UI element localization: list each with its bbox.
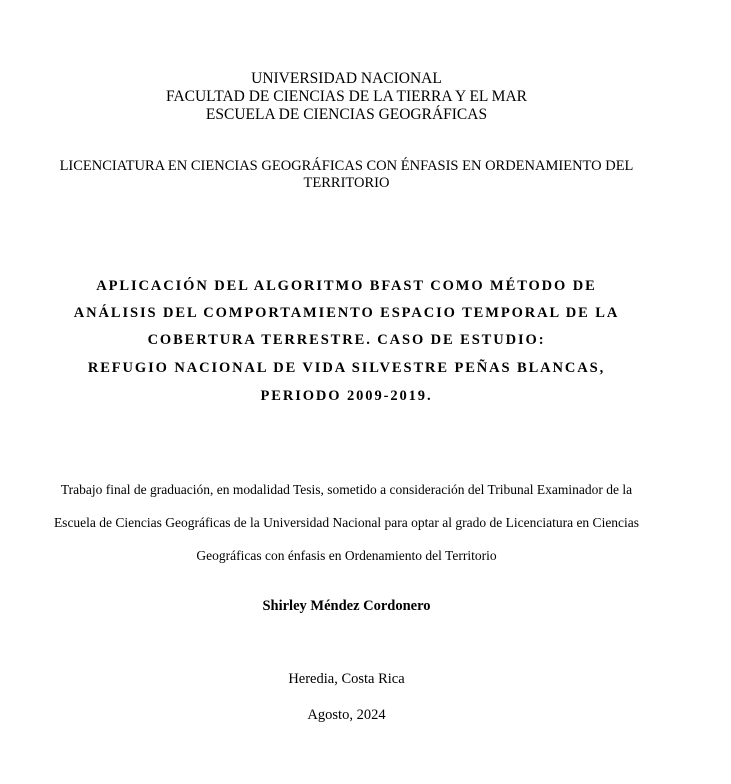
description-line-1: Trabajo final de graduación, en modalidad Tesis, sometido a consideración del Tribunal Examinador de la <box>60 482 633 497</box>
degree-line-2: TERRITORIO <box>303 175 390 191</box>
thesis-title-line-4: REFUGIO NACIONAL DE VIDA SILVESTRE PEÑAS BLANCAS, <box>87 360 606 376</box>
thesis-title-line-1: APLICACIÓN DEL ALGORITMO BFAST COMO MÉTODO DE <box>96 278 597 294</box>
description-line-3: Geográficas con énfasis en Ordenamiento del Territorio <box>196 548 497 563</box>
thesis-title-line-2: ANÁLISIS DEL COMPORTAMIENTO ESPACIO TEMPORAL DE LA <box>73 305 620 321</box>
thesis-title-line-3: COBERTURA TERRESTRE. CASO DE ESTUDIO: <box>147 332 546 348</box>
author-name: Shirley Méndez Cordonero <box>262 598 431 614</box>
faculty-name: FACULTAD DE CIENCIAS DE LA TIERRA Y EL MAR <box>165 88 527 105</box>
thesis-title-line-5: PERIODO 2009-2019. <box>260 388 433 404</box>
date: Agosto, 2024 <box>307 707 386 723</box>
description-line-2: Escuela de Ciencias Geográficas de la Universidad Nacional para optar al grado de Licenciatura en Ciencias <box>53 515 640 530</box>
school-name: ESCUELA DE CIENCIAS GEOGRÁFICAS <box>205 106 488 123</box>
university-name: UNIVERSIDAD NACIONAL <box>251 70 442 87</box>
degree-line-1: LICENCIATURA EN CIENCIAS GEOGRÁFICAS CON ÉNFASIS EN ORDENAMIENTO DEL <box>59 158 634 174</box>
place: Heredia, Costa Rica <box>288 671 405 687</box>
